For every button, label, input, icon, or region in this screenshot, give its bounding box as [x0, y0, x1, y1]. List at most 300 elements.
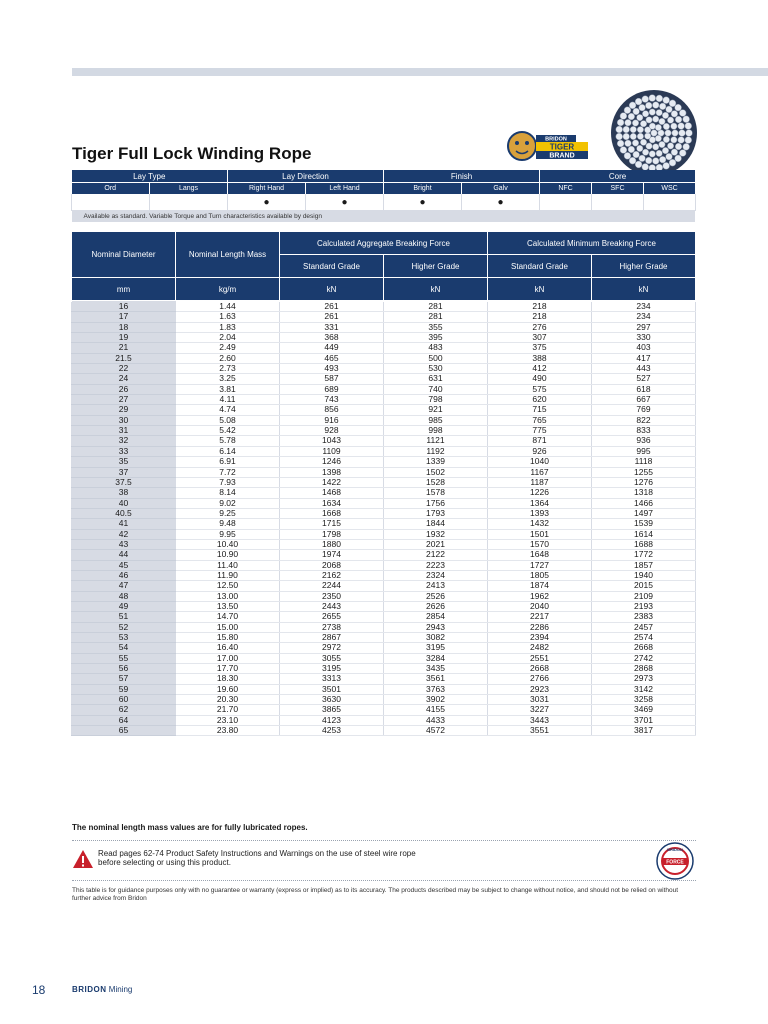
table-cell: 2943: [384, 622, 488, 632]
table-cell: 2.60: [176, 353, 280, 363]
table-cell: 7.72: [176, 467, 280, 477]
spec-mark: [540, 194, 592, 211]
table-cell: 740: [384, 384, 488, 394]
table-cell: 689: [280, 384, 384, 394]
table-cell: 2551: [488, 653, 592, 663]
header-agg-standard-grade: Standard Grade: [280, 255, 384, 278]
table-row: [72, 664, 696, 674]
table-cell: 1318: [592, 488, 696, 498]
table-cell: 6.14: [176, 446, 280, 456]
unit-header: kN: [384, 278, 488, 301]
table-cell: 775: [488, 426, 592, 436]
table-cell: 1715: [280, 519, 384, 529]
table-cell: 19.60: [176, 684, 280, 694]
table-cell: 2973: [592, 674, 696, 684]
warning-icon: [72, 849, 94, 869]
table-cell: 2109: [592, 591, 696, 601]
table-cell: 1578: [384, 488, 488, 498]
table-cell: 19: [72, 333, 176, 343]
table-cell: 998: [384, 426, 488, 436]
spec-group-lay-type: Lay Type: [72, 170, 228, 183]
table-cell: 4155: [384, 705, 488, 715]
table-cell: 37.5: [72, 477, 176, 487]
table-cell: 44: [72, 550, 176, 560]
breaking-force-table: [71, 231, 696, 736]
table-cell: 355: [384, 322, 488, 332]
table-cell: 3195: [384, 643, 488, 653]
table-cell: 234: [592, 312, 696, 322]
table-cell: 37: [72, 467, 176, 477]
table-row: [72, 591, 696, 601]
table-cell: 1.44: [176, 302, 280, 312]
table-cell: 1570: [488, 539, 592, 549]
table-cell: 375: [488, 343, 592, 353]
table-cell: 1772: [592, 550, 696, 560]
table-cell: 1121: [384, 436, 488, 446]
table-cell: 1497: [592, 508, 696, 518]
table-cell: 40: [72, 498, 176, 508]
table-cell: 16.40: [176, 643, 280, 653]
table-cell: 926: [488, 446, 592, 456]
tiger-head-icon: [508, 132, 536, 160]
table-row: [72, 353, 696, 363]
table-row: [72, 467, 696, 477]
table-cell: 9.95: [176, 529, 280, 539]
table-cell: 51: [72, 612, 176, 622]
table-cell: 1192: [384, 446, 488, 456]
logo-line2: TIGER: [549, 142, 575, 152]
table-cell: 9.02: [176, 498, 280, 508]
table-cell: 2068: [280, 560, 384, 570]
table-cell: 1962: [488, 591, 592, 601]
spec-mark: ●: [306, 194, 384, 211]
table-cell: 2972: [280, 643, 384, 653]
table-cell: 1798: [280, 529, 384, 539]
unit-header: kN: [488, 278, 592, 301]
table-cell: 3082: [384, 633, 488, 643]
table-row: [72, 322, 696, 332]
table-cell: 769: [592, 405, 696, 415]
table-cell: 3195: [280, 664, 384, 674]
table-row: [72, 302, 696, 312]
table-cell: 3763: [384, 684, 488, 694]
table-cell: 3031: [488, 695, 592, 705]
spec-note: Available as standard. Variable Torque and Turn characteristics available by design: [72, 211, 696, 223]
table-cell: 3817: [592, 726, 696, 736]
table-cell: 1874: [488, 581, 592, 591]
table-cell: 54: [72, 643, 176, 653]
table-cell: 2742: [592, 653, 696, 663]
table-row: [72, 508, 696, 518]
table-cell: 261: [280, 312, 384, 322]
header-min-higher-grade: Higher Grade: [592, 255, 696, 278]
table-cell: 2021: [384, 539, 488, 549]
table-cell: 1614: [592, 529, 696, 539]
table-row: [72, 405, 696, 415]
table-cell: 64: [72, 715, 176, 725]
logo-line3: BRAND: [549, 152, 575, 160]
table-cell: 2223: [384, 560, 488, 570]
table-row: [72, 415, 696, 425]
table-cell: 3435: [384, 664, 488, 674]
table-cell: 4123: [280, 715, 384, 725]
table-cell: 32: [72, 436, 176, 446]
table-cell: 2626: [384, 601, 488, 611]
table-cell: 29: [72, 405, 176, 415]
table-cell: 52: [72, 622, 176, 632]
table-cell: 1502: [384, 467, 488, 477]
page-title: Tiger Full Lock Winding Rope: [72, 144, 312, 163]
table-row: [72, 715, 696, 725]
units-row: [72, 278, 696, 301]
table-row: [72, 426, 696, 436]
table-cell: 4.11: [176, 395, 280, 405]
spec-options-row: [72, 183, 696, 195]
table-row: [72, 570, 696, 580]
table-body: [72, 301, 696, 736]
table-cell: 62: [72, 705, 176, 715]
spec-mark: ●: [384, 194, 462, 211]
footer-brand-name: BRIDON: [72, 985, 107, 994]
table-cell: 2286: [488, 622, 592, 632]
table-cell: 2738: [280, 622, 384, 632]
table-row: [72, 653, 696, 663]
table-cell: 21.5: [72, 353, 176, 363]
header-nominal-diameter: Nominal Diameter: [72, 232, 176, 278]
table-cell: 38: [72, 488, 176, 498]
table-cell: 2383: [592, 612, 696, 622]
table-cell: 587: [280, 374, 384, 384]
unit-header: kN: [592, 278, 696, 301]
table-cell: 1539: [592, 519, 696, 529]
table-cell: 1339: [384, 457, 488, 467]
table-cell: 55: [72, 653, 176, 663]
spec-option: Bright: [384, 183, 462, 195]
table-cell: 995: [592, 446, 696, 456]
table-cell: 483: [384, 343, 488, 353]
table-cell: 2394: [488, 633, 592, 643]
table-cell: 4253: [280, 726, 384, 736]
disclaimer: This table is for guidance purposes only with no guarantee or warranty (express or implied) as to its accuracy. The products described may be subject to change without notice, and should not be relied on without further advice from Bridon: [72, 887, 679, 902]
table-cell: 1688: [592, 539, 696, 549]
table-cell: 2217: [488, 612, 592, 622]
table-cell: 2443: [280, 601, 384, 611]
spec-mark: ●: [228, 194, 306, 211]
table-cell: 3.25: [176, 374, 280, 384]
table-cell: 530: [384, 364, 488, 374]
table-cell: 1756: [384, 498, 488, 508]
table-row: [72, 477, 696, 487]
table-cell: 3630: [280, 695, 384, 705]
table-cell: 1187: [488, 477, 592, 487]
table-cell: 1.63: [176, 312, 280, 322]
table-cell: 1043: [280, 436, 384, 446]
table-cell: 3561: [384, 674, 488, 684]
table-row: [72, 550, 696, 560]
table-row: [72, 633, 696, 643]
table-cell: 281: [384, 302, 488, 312]
table-cell: 2244: [280, 581, 384, 591]
tiger-brand-logo: [506, 130, 590, 164]
header-minimum-force: Calculated Minimum Breaking Force: [488, 232, 696, 255]
table-cell: 24: [72, 374, 176, 384]
top-accent-bar: [72, 68, 768, 76]
table-cell: 1364: [488, 498, 592, 508]
table-cell: 6.91: [176, 457, 280, 467]
table-row: [72, 539, 696, 549]
spec-table: [71, 170, 696, 222]
table-cell: 715: [488, 405, 592, 415]
table-cell: 330: [592, 333, 696, 343]
table-cell: 3284: [384, 653, 488, 663]
table-cell: 1.83: [176, 322, 280, 332]
table-cell: 10.40: [176, 539, 280, 549]
spec-option: Ord: [72, 183, 150, 195]
table-cell: 2.04: [176, 333, 280, 343]
table-cell: 3313: [280, 674, 384, 684]
table-cell: 2655: [280, 612, 384, 622]
spec-option: SFC: [592, 183, 644, 195]
table-cell: 765: [488, 415, 592, 425]
table-cell: 2867: [280, 633, 384, 643]
table-cell: 307: [488, 333, 592, 343]
table-cell: 936: [592, 436, 696, 446]
safety-warning: [98, 849, 416, 867]
table-cell: 2668: [488, 664, 592, 674]
table-cell: 443: [592, 364, 696, 374]
table-cell: 412: [488, 364, 592, 374]
table-cell: 2766: [488, 674, 592, 684]
table-row: [72, 581, 696, 591]
table-cell: 2574: [592, 633, 696, 643]
table-cell: 48: [72, 591, 176, 601]
table-cell: 3227: [488, 705, 592, 715]
spec-group-row: [72, 170, 696, 183]
table-cell: 41: [72, 519, 176, 529]
table-cell: 417: [592, 353, 696, 363]
table-row: [72, 312, 696, 322]
table-row: [72, 560, 696, 570]
table-cell: 1932: [384, 529, 488, 539]
table-cell: 35: [72, 457, 176, 467]
table-row: [72, 529, 696, 539]
table-cell: 395: [384, 333, 488, 343]
table-cell: 1501: [488, 529, 592, 539]
table-cell: 59: [72, 684, 176, 694]
table-row: [72, 343, 696, 353]
seal-top-text: BRIDON: [667, 847, 683, 852]
rope-cross-section-image: [610, 89, 698, 177]
table-cell: 2923: [488, 684, 592, 694]
table-cell: 3902: [384, 695, 488, 705]
table-row: [72, 684, 696, 694]
table-cell: 1668: [280, 508, 384, 518]
dotted-divider-top: [72, 840, 696, 841]
table-cell: 1109: [280, 446, 384, 456]
dotted-divider-bottom: [72, 880, 696, 881]
table-cell: 40.5: [72, 508, 176, 518]
logo-line1: BRIDON: [545, 136, 567, 143]
table-cell: 16: [72, 302, 176, 312]
table-cell: 465: [280, 353, 384, 363]
table-cell: 23.80: [176, 726, 280, 736]
spec-group-lay-direction: Lay Direction: [228, 170, 384, 183]
table-cell: 3501: [280, 684, 384, 694]
table-cell: 22: [72, 364, 176, 374]
table-cell: 53: [72, 633, 176, 643]
table-cell: 218: [488, 302, 592, 312]
spec-mark: [72, 194, 150, 211]
table-cell: 331: [280, 322, 384, 332]
unit-header: kN: [280, 278, 384, 301]
table-cell: 1422: [280, 477, 384, 487]
table-row: [72, 364, 696, 374]
table-cell: 1393: [488, 508, 592, 518]
table-cell: 297: [592, 322, 696, 332]
lubrication-footnote: The nominal length mass values are for fully lubricated ropes.: [72, 823, 308, 832]
table-cell: 49: [72, 601, 176, 611]
table-row: [72, 498, 696, 508]
table-cell: 218: [488, 312, 592, 322]
table-cell: 2193: [592, 601, 696, 611]
table-cell: 5.08: [176, 415, 280, 425]
table-cell: 4.74: [176, 405, 280, 415]
table-cell: 449: [280, 343, 384, 353]
page-number: 18: [32, 983, 46, 997]
table-row: [72, 726, 696, 736]
table-cell: 403: [592, 343, 696, 353]
table-cell: 833: [592, 426, 696, 436]
table-cell: 500: [384, 353, 488, 363]
table-cell: 1648: [488, 550, 592, 560]
header-min-standard-grade: Standard Grade: [488, 255, 592, 278]
table-cell: 18.30: [176, 674, 280, 684]
table-row: [72, 622, 696, 632]
table-cell: 10.90: [176, 550, 280, 560]
spec-option: Left Hand: [306, 183, 384, 195]
table-cell: 368: [280, 333, 384, 343]
table-cell: 21: [72, 343, 176, 353]
table-cell: 1226: [488, 488, 592, 498]
table-cell: 1118: [592, 457, 696, 467]
table-row: [72, 612, 696, 622]
table-cell: 1398: [280, 467, 384, 477]
table-cell: 921: [384, 405, 488, 415]
table-cell: 43: [72, 539, 176, 549]
table-cell: 4572: [384, 726, 488, 736]
table-cell: 17.00: [176, 653, 280, 663]
table-cell: 15.00: [176, 622, 280, 632]
table-cell: 1040: [488, 457, 592, 467]
table-cell: 2413: [384, 581, 488, 591]
table-cell: 56: [72, 664, 176, 674]
table-cell: 1793: [384, 508, 488, 518]
table-cell: 2854: [384, 612, 488, 622]
table-row: [72, 695, 696, 705]
table-cell: 1246: [280, 457, 384, 467]
table-cell: 1167: [488, 467, 592, 477]
table-cell: 8.14: [176, 488, 280, 498]
spec-mark: [592, 194, 644, 211]
seal-center-text: FORCE: [666, 859, 684, 866]
table-cell: 2526: [384, 591, 488, 601]
table-row: [72, 643, 696, 653]
table-cell: 822: [592, 415, 696, 425]
table-cell: 11.40: [176, 560, 280, 570]
table-cell: 4433: [384, 715, 488, 725]
table-cell: 3701: [592, 715, 696, 725]
table-row: [72, 436, 696, 446]
table-cell: 30: [72, 415, 176, 425]
table-cell: 11.90: [176, 570, 280, 580]
table-cell: 17.70: [176, 664, 280, 674]
table-row: [72, 446, 696, 456]
table-cell: 1528: [384, 477, 488, 487]
table-cell: 1880: [280, 539, 384, 549]
table-cell: 46: [72, 570, 176, 580]
table-cell: 2482: [488, 643, 592, 653]
table-cell: 1940: [592, 570, 696, 580]
spec-group-core: Core: [540, 170, 696, 183]
table-cell: 47: [72, 581, 176, 591]
table-cell: 14.70: [176, 612, 280, 622]
unit-header: kg/m: [176, 278, 280, 301]
table-cell: 281: [384, 312, 488, 322]
table-cell: 60: [72, 695, 176, 705]
table-cell: 2324: [384, 570, 488, 580]
table-row: [72, 333, 696, 343]
table-cell: 527: [592, 374, 696, 384]
spec-option: Galv: [462, 183, 540, 195]
table-cell: 3865: [280, 705, 384, 715]
table-cell: 928: [280, 426, 384, 436]
table-cell: 13.00: [176, 591, 280, 601]
spec-mark: [150, 194, 228, 211]
table-cell: 42: [72, 529, 176, 539]
table-cell: 1844: [384, 519, 488, 529]
table-cell: 575: [488, 384, 592, 394]
table-cell: 57: [72, 674, 176, 684]
table-cell: 667: [592, 395, 696, 405]
table-row: [72, 374, 696, 384]
header-nominal-length-mass: Nominal Length Mass: [176, 232, 280, 278]
safety-warning-line1: Read pages 62-74 Product Safety Instructions and Warnings on the use of steel wire rope: [98, 849, 416, 858]
table-row: [72, 519, 696, 529]
table-cell: 261: [280, 302, 384, 312]
table-cell: 9.48: [176, 519, 280, 529]
table-cell: 2122: [384, 550, 488, 560]
header-agg-higher-grade: Higher Grade: [384, 255, 488, 278]
table-cell: 33: [72, 446, 176, 456]
table-cell: 620: [488, 395, 592, 405]
table-cell: 3055: [280, 653, 384, 663]
table-cell: 2.73: [176, 364, 280, 374]
table-cell: 2162: [280, 570, 384, 580]
spec-group-finish: Finish: [384, 170, 540, 183]
table-cell: 3551: [488, 726, 592, 736]
spec-option: NFC: [540, 183, 592, 195]
table-cell: 490: [488, 374, 592, 384]
table-row: [72, 457, 696, 467]
table-cell: 916: [280, 415, 384, 425]
spec-marks-row: [72, 194, 696, 211]
spec-note-row: [72, 211, 696, 223]
unit-header: mm: [72, 278, 176, 301]
spec-option: Langs: [150, 183, 228, 195]
table-cell: 1276: [592, 477, 696, 487]
safety-warning-line2: before selecting or using this product.: [98, 858, 231, 867]
table-cell: 3443: [488, 715, 592, 725]
